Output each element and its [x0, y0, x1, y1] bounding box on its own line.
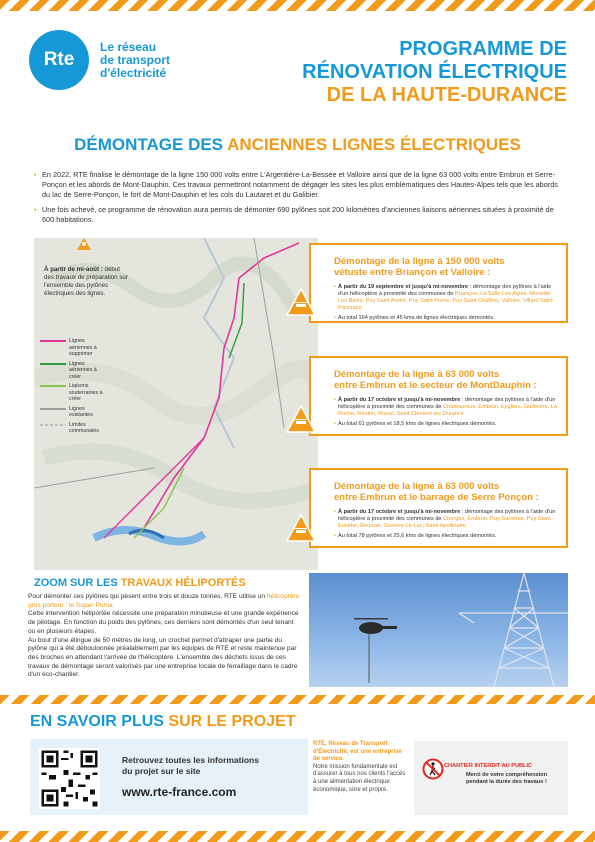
card-bullet: • À partir du 19 septembre et jusqu'à mi-novembre : démontage des pylônes à l'aide d'un hélicoptère à proximité des communes de Briançon, La Salle Les Alpes, Monetier Les Bains, Puy Saint André, Puy Saint Pierre, Puy Saint Chaffrey, Valloire, Villard Saint Pancrace.: [334, 284, 558, 312]
rte-tagline: Le réseau de transport d'électricité: [100, 39, 171, 80]
mid-hazard-stripe: [0, 695, 595, 704]
legend-item: Lignes aériennes à créer: [40, 361, 110, 381]
prohibition-title: CHANTIER INTERDIT AU PUBLIC: [444, 763, 533, 769]
card-embrun-serre-poncon: [309, 468, 568, 548]
card-bullet: • Au total 164 pylônes et 45 kms de lignes électriques démontés.: [334, 315, 558, 322]
card-briancon-valloire: [309, 243, 568, 323]
learn-more-heading: EN SAVOIR PLUS SUR LE PROJET: [30, 713, 296, 730]
intro-bullet: • En 2022, RTE finalise le démontage de la ligne 150 000 volts entre L'Argentière-La-Bessée et Valloire ainsi que de la ligne 63 000 volts entre Embrun et Serre-Ponçon et les abords de Mont-Dauphin. Ces travaux permettront notamment de dégager les sites les plus emblématiques des Hautes-Alpes tels que les abords du lac de Serre-Ponçon, le fort de Mont-Dauphin et les cols du Lautaret et du Galibier.: [34, 170, 564, 200]
bottom-hazard-stripe: [0, 831, 595, 842]
legend-swatch: [40, 385, 66, 387]
card-embrun-montdauphin: [309, 356, 568, 436]
project-map: [34, 238, 318, 570]
website-link[interactable]: www.rte-france.com: [122, 785, 237, 799]
legend-item: Lignes existantes: [40, 406, 110, 419]
zoom-body: Pour démonter ces pylônes qui pèsent entre trois et douze tonnes, RTE utilise un hélicoptère gros porteur : le Super Puma. Cette intervention héliportée nécessite une préparation minutieuse et une grande expérience de pilotage. En fonction du poids des pylônes, ces derniers sont démontés d'un seul tenant ou en plusieurs étapes. Au bout d'une élingue de 50 mètres de long, un crochet permet d'attraper une partie du pylône qui a été déboulonnée préalablement par les équipes de RTE et reste maintenue par des broches en attendant l'arrivée de l'hélicoptère. L'ensemble des déchets issus de ces travaux de démontage seront valorisés par une entreprise locale de ferraillage dans le cadre d'un éco-chantier.: [28, 593, 300, 679]
card-bullet: • À partir du 17 octobre et jusqu'à mi-novembre : démontage des pylônes à l'aide d'un hélicoptère à proximité des communes de Chorges, Embrun, Puy-Sanières, Puy Saint Eusèbe, Rousset, Savines-Le-Lac, Saint Apollinaire.: [334, 509, 558, 530]
intro-bullet: • Une fois achevé, ce programme de rénovation aura permis de démonter 690 pylônes soit 200 kilomètres d'anciennes liaisons aériennes situées à proximité de 600 habitations.: [34, 205, 564, 225]
qr-code[interactable]: [39, 748, 100, 809]
intro-bullets: [34, 170, 564, 230]
legend-swatch: [40, 340, 66, 342]
card-bullet: • À partir du 17 octobre et jusqu'à mi-novembre : démontage des pylônes à l'aide d'un hélicoptère à proximité des communes de Châteauroux, Embrun, Eygliers, Guillestre, La Roche, Réotier, Risoul, Saint Clément sur Durance.: [334, 397, 558, 418]
card-title: Démontage de la ligne à 150 000 volts vétuste entre Briançon et Valloire :: [334, 256, 505, 278]
card-bullet: • Au total 78 pylônes et 25,6 kms de lignes électriques démontés.: [334, 533, 558, 540]
helicopter-pylon-photo: [309, 573, 568, 687]
legend-item: Limites communales: [40, 422, 110, 435]
map-note: À partir de mi-août : début des travaux de préparation sur l'ensemble des pylônes électriques des lignes.: [44, 252, 128, 298]
legend-item: Liaisons souterraines à créer: [40, 383, 110, 403]
prohibition-notice: [414, 741, 568, 815]
prohibition-text: Merci de votre compréhension pendant la durée des travaux !: [466, 772, 548, 785]
pylon-illustration: [309, 573, 568, 687]
helicopter-warning-icon: [286, 405, 316, 433]
card-title: Démontage de la ligne à 63 000 volts entre Embrun et le barrage de Serre Ponçon :: [334, 481, 539, 503]
top-hazard-stripe: [0, 0, 595, 11]
helicopter-warning-icon: [286, 288, 316, 316]
zoom-heading: ZOOM SUR LES TRAVAUX HÉLIPORTÉS: [34, 577, 246, 589]
info-text: Retrouvez toutes les informations du projet sur le site: [122, 755, 259, 776]
card-title: Démontage de la ligne à 63 000 volts entre Embrun et le secteur de MontDauphin :: [334, 369, 537, 391]
worker-icon: [77, 238, 91, 250]
legend-swatch: [40, 363, 66, 365]
map-legend: [40, 338, 110, 438]
helicopter-warning-icon: [286, 514, 316, 542]
legend-swatch: [40, 424, 66, 426]
no-entry-pedestrian-icon: [422, 758, 444, 780]
rte-description: RTE, Réseau de Transport d'Électricité, est une entreprise de service. Notre mission fondamentale est d'assurer à tous nos clients l'accès à une alimentation électrique économique, sûre et propre.: [313, 741, 406, 793]
rte-logo-mark: Rte: [29, 30, 89, 90]
section-heading-dismantling: DÉMONTAGE DES ANCIENNES LIGNES ÉLECTRIQUES: [74, 135, 521, 154]
helicopter-shape: [354, 618, 397, 683]
page-title: PROGRAMME DE RÉNOVATION ÉLECTRIQUE DE LA HAUTE-DURANCE: [302, 38, 567, 106]
legend-swatch: [40, 408, 66, 410]
card-bullet: • Au total 61 pylônes et 18,5 kms de lignes électriques démontés.: [334, 421, 558, 428]
info-box: [30, 739, 308, 815]
rte-logo[interactable]: [29, 30, 170, 90]
legend-item: Lignes aériennes à supprimer: [40, 338, 110, 358]
